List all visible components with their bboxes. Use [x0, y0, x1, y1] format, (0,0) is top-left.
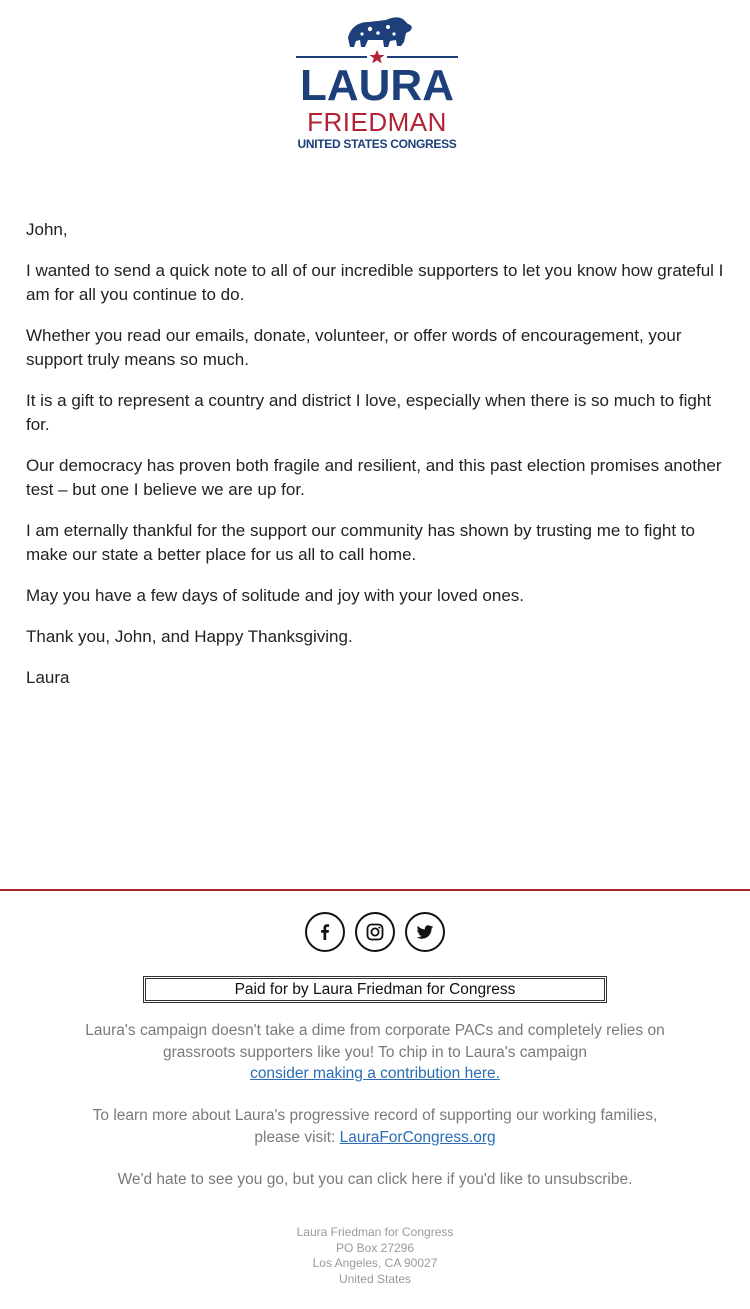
address-line: United States	[338, 1271, 412, 1286]
campaign-logo	[296, 14, 458, 154]
bear-emblem-icon	[296, 14, 458, 66]
twitter-button[interactable]	[405, 912, 445, 952]
facebook-icon	[315, 922, 335, 942]
logo-last-name: FRIEDMAN	[307, 107, 447, 137]
letter-paragraph: It is a gift to represent a country and district I love, especially when there is so much to fight for.	[26, 391, 712, 434]
learn-more-statement	[80, 1105, 670, 1148]
social-links	[0, 912, 750, 952]
address-line: Laura Friedman for Congress	[296, 1225, 454, 1239]
letter-paragraph: I am eternally thankful for the support our community has shown by trusting me to fight to make our state a better place for us all to call home.	[26, 521, 695, 564]
email-header	[0, 14, 750, 154]
logo-first-name: LAURA	[300, 61, 454, 110]
website-link[interactable]: LauraForCongress.org	[339, 1128, 496, 1146]
mailing-address	[0, 1225, 750, 1287]
letter-body	[26, 218, 726, 707]
address-line: PO Box 27296	[335, 1240, 415, 1255]
letter-paragraph: I wanted to send a quick note to all of our incredible supporters to let you know how grateful I am for all you continue to do.	[26, 261, 724, 304]
logo-subtitle: UNITED STATES CONGRESS	[297, 137, 457, 151]
instagram-button[interactable]	[355, 912, 395, 952]
letter-paragraph: Our democracy has proven both fragile and resilient, and this past election promises another test – but one I believe we are up for.	[26, 456, 722, 499]
address-line: Los Angeles, CA 90027	[312, 1256, 438, 1270]
pacs-text: Laura's campaign doesn't take a dime from corporate PACs and completely relies on grassroots supporters like you! To chip in to Laura's campaign	[85, 1022, 665, 1061]
instagram-icon	[365, 922, 385, 942]
footer-divider	[0, 889, 750, 891]
letter-signature: Laura	[26, 668, 70, 687]
letter-greeting: John,	[26, 220, 68, 239]
paid-for-disclaimer: Paid for by Laura Friedman for Congress	[143, 976, 607, 1003]
letter-paragraph: Thank you, John, and Happy Thanksgiving.	[26, 627, 353, 646]
letter-paragraph: May you have a few days of solitude and joy with your loved ones.	[26, 586, 525, 605]
letter-paragraph: Whether you read our emails, donate, volunteer, or offer words of encouragement, your support truly means so much.	[26, 326, 682, 369]
unsubscribe-text[interactable]: We'd hate to see you go, but you can click here if you'd like to unsubscribe.	[117, 1171, 633, 1188]
contribute-link[interactable]: consider making a contribution here.	[250, 1065, 500, 1082]
facebook-button[interactable]	[305, 912, 345, 952]
learn-more-text: To learn more about Laura's progressive record of supporting our working families, please visit:	[92, 1107, 658, 1146]
pacs-statement	[80, 1020, 670, 1085]
twitter-icon	[415, 922, 435, 942]
